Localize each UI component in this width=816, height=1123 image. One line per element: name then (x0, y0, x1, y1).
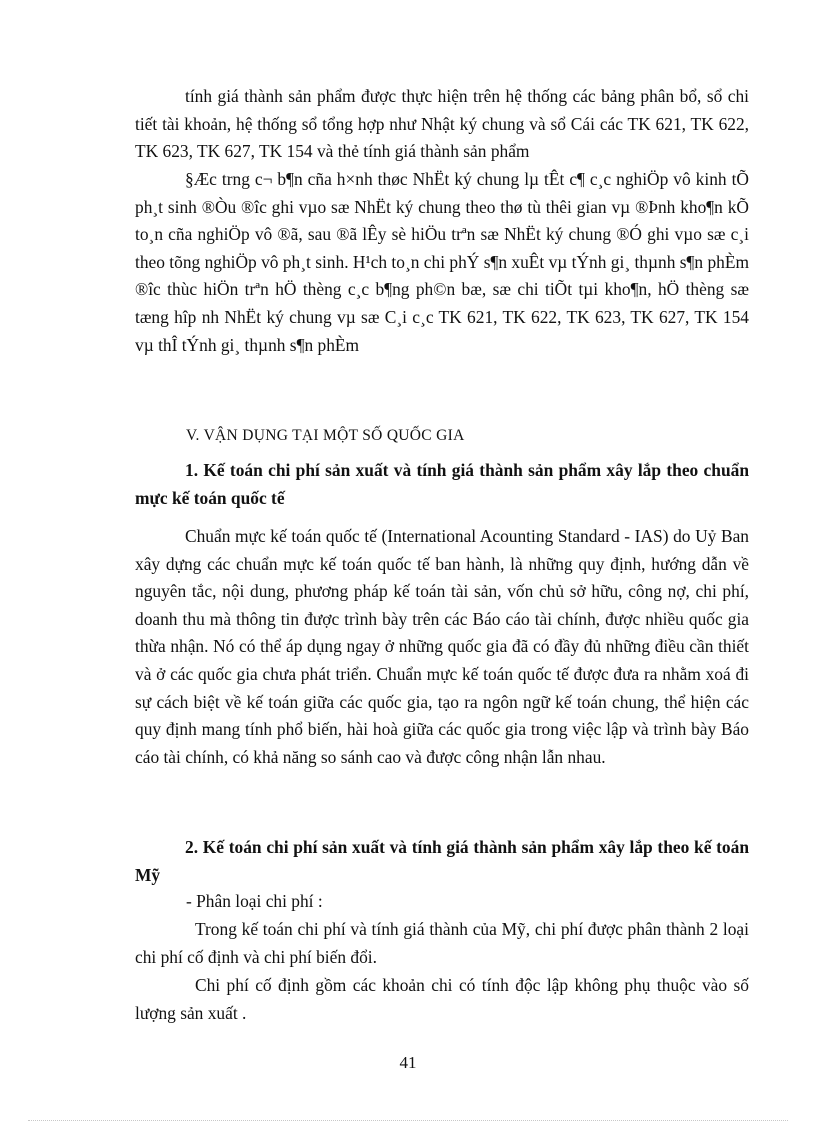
paragraph-continuation: tính giá thành sản phẩm được thực hiện trên hệ thống các bảng phân bổ, sổ chi tiết tài khoản, hệ thống sổ tổng hợp như Nhật ký chung và sổ Cái các TK 621, TK 622, TK 623, TK 627, TK 154 và thẻ tính giá thành sản phẩm (135, 86, 749, 162)
subsection-heading-1: 1. Kế toán chi phí sản xuất và tính giá thành sản phẩm xây lắp theo chuẩn mực kế toán quốc tế (135, 460, 749, 508)
paragraph-cost-types: Trong kế toán chi phí và tính giá thành của Mỹ, chi phí được phân thành 2 loại chi phí cố định và chi phí biến đổi. (135, 919, 749, 967)
paragraph-ias: Chuẩn mực kế toán quốc tế (International Acounting Standard - IAS) do Uỷ Ban xây dựng các chuẩn mực kế toán quốc tế ban hành, là những quy định, hướng dẫn về nguyên tắc, nội dung, phương pháp kế toán tài sản, vốn chủ sở hữu, công nợ, chi phí, doanh thu mà thông tin được trình bày trên các Báo cáo tài chính, được nhiều quốc gia thừa nhận. Nó có thể áp dụng ngay ở những quốc gia đã có đầy đủ những điều cần thiết và ở các quốc gia chưa phát triển. Chuẩn mực kế toán quốc tế được đưa ra nhằm xoá đi sự cách biệt về kế toán giữa các quốc gia, tạo ra ngôn ngữ kế toán chung, thể hiện các quy định mang tính phổ biến, hài hoà giữa các quốc gia trong việc lập và trình bày Báo cáo tài chính, có khả năng so sánh cao và được công nhận lẫn nhau. (135, 526, 749, 767)
footer-divider (28, 1120, 788, 1121)
page-number: 41 (399, 1053, 417, 1072)
paragraph-legacy-encoding: §Æc trng c¬ b¶n cña h×nh thøc NhËt ký chung lµ tÊt c¶ c¸c nghiÖp vô kinh tÕ ph¸t sinh ®Òu ®îc ghi vµo sæ NhËt ký chung theo thø tù thêi gian vµ ®Þnh kho¶n kÕ to¸n cña nghiÖp vô ®ã, sau ®ã lÊy sè hiÖu trªn sæ NhËt ký chung ®Ó ghi vµo sæ c¸i theo tõng nghiÖp vô ph¸t sinh. H¹ch to¸n chi phÝ s¶n xuÊt vµ tÝnh gi¸ thµnh s¶n phÈm ®îc thùc hiÖn trªn hÖ thèng c¸c b¶ng ph©n bæ, sæ chi tiÕt tµi kho¶n, hÖ thèng sæ tæng hîp nh NhËt ký chung vµ sæ C¸i c¸c TK 621, TK 622, TK 623, TK 627, TK 154 vµ thÎ tÝnh gi¸ thµnh s¶n phÈm (135, 169, 749, 355)
paragraph-fixed-cost: Chi phí cố định gồm các khoản chi có tính độc lập không phụ thuộc vào số lượng sản xuất . (135, 975, 749, 1023)
cost-classification-label: - Phân loại chi phí : (186, 891, 323, 911)
subsection-heading-2: 2. Kế toán chi phí sản xuất và tính giá thành sản phẩm xây lắp theo kế toán Mỹ (135, 837, 749, 885)
section-heading-v: V. VẬN DỤNG TẠI MỘT SỐ QUỐC GIA (186, 427, 465, 444)
